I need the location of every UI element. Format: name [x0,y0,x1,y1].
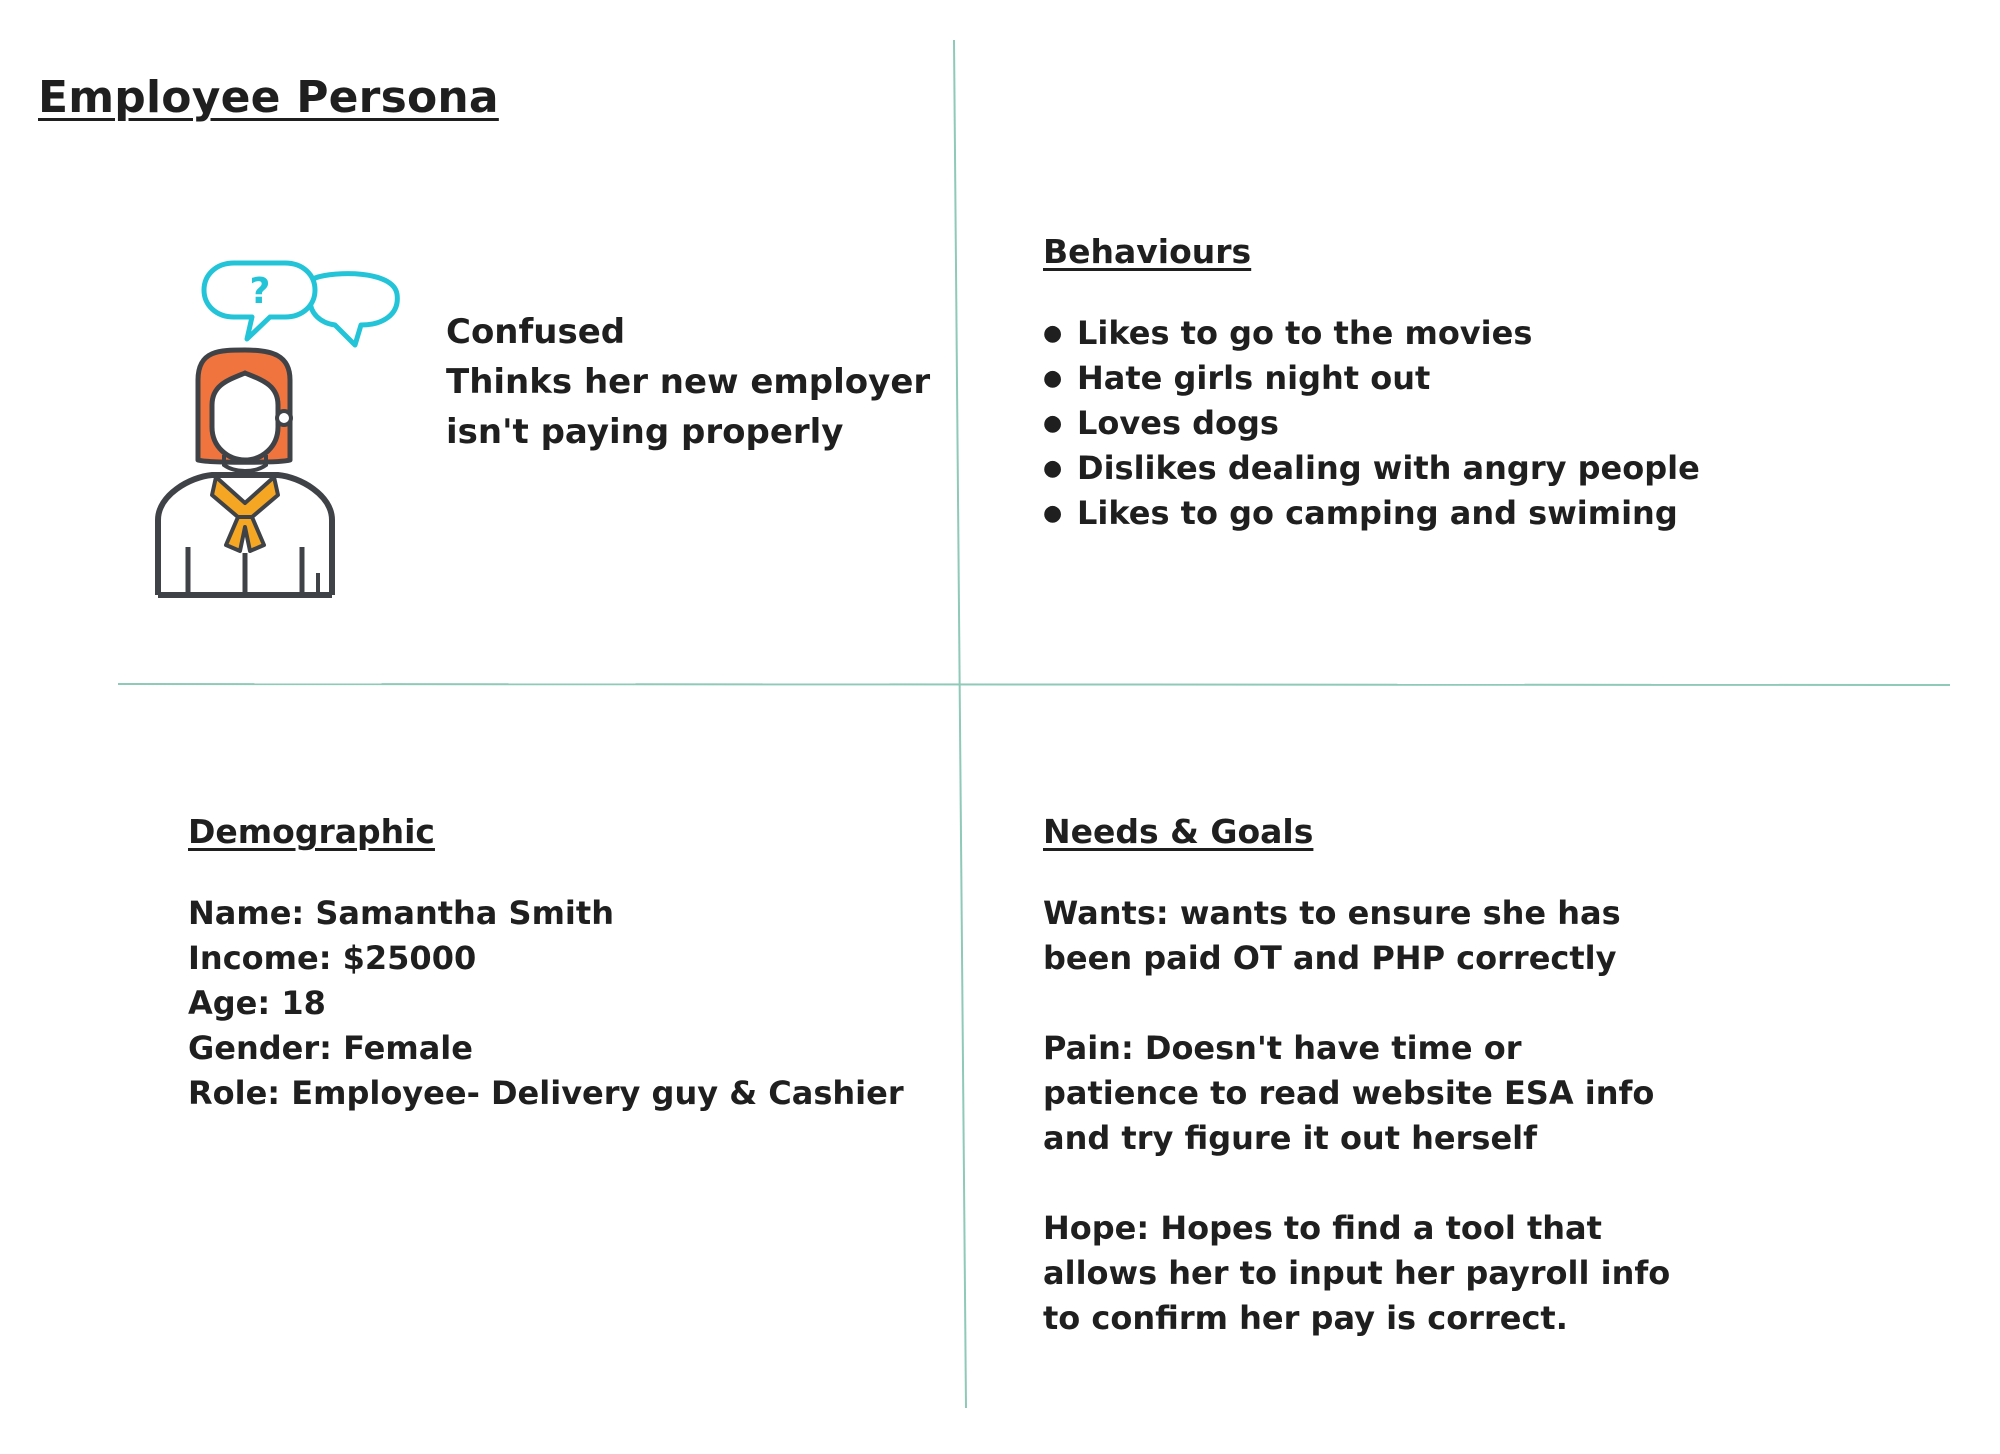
behaviour-text: Loves dogs [1077,404,1279,442]
persona-quote-line-1: Thinks her new employer [446,362,931,402]
bullet-icon: ● [1043,366,1063,391]
persona-quote-line-2: isn't paying properly [446,412,844,452]
behaviours-section [1043,232,1843,536]
behaviour-text: Dislikes dealing with angry people [1077,449,1700,487]
demographic-role: Role: Employee- Delivery guy & Cashier [188,1074,904,1112]
list-item [1043,356,1843,401]
needs-hope: Hope: Hopes to find a tool that allows her to input her payroll info to confirm her pay is correct. [1043,1209,1671,1337]
svg-text:?: ? [249,271,271,312]
list-item [1043,401,1843,446]
behaviour-text: Hate girls night out [1077,359,1431,397]
confused-woman-icon [150,255,410,605]
needs-goals-section [1043,812,1723,1341]
needs-goals-heading: Needs & Goals [1043,812,1314,851]
persona-mood: Confused [446,312,626,352]
behaviours-heading: Behaviours [1043,232,1252,271]
bullet-icon: ● [1043,501,1063,526]
list-item [1043,311,1843,356]
persona-summary [446,307,966,457]
bullet-icon: ● [1043,456,1063,481]
behaviour-text: Likes to go to the movies [1077,314,1533,352]
demographic-name: Name: Samantha Smith [188,894,614,932]
behaviour-text: Likes to go camping and swiming [1077,494,1678,532]
demographic-section [188,812,948,1116]
demographic-heading: Demographic [188,812,435,851]
bullet-icon: ● [1043,411,1063,436]
persona-avatar [150,255,410,605]
behaviours-list [1043,311,1843,536]
needs-pain: Pain: Doesn't have time or patience to read website ESA info and try figure it out herself [1043,1029,1655,1157]
list-item [1043,446,1843,491]
demographic-age: Age: 18 [188,984,326,1022]
page-title: Employee Persona [38,72,499,123]
demographic-gender: Gender: Female [188,1029,473,1067]
demographic-income: Income: $25000 [188,939,477,977]
demographic-details [188,891,948,1116]
needs-wants: Wants: wants to ensure she has been paid OT and PHP correctly [1043,894,1621,977]
list-item [1043,491,1843,536]
bullet-icon: ● [1043,321,1063,346]
